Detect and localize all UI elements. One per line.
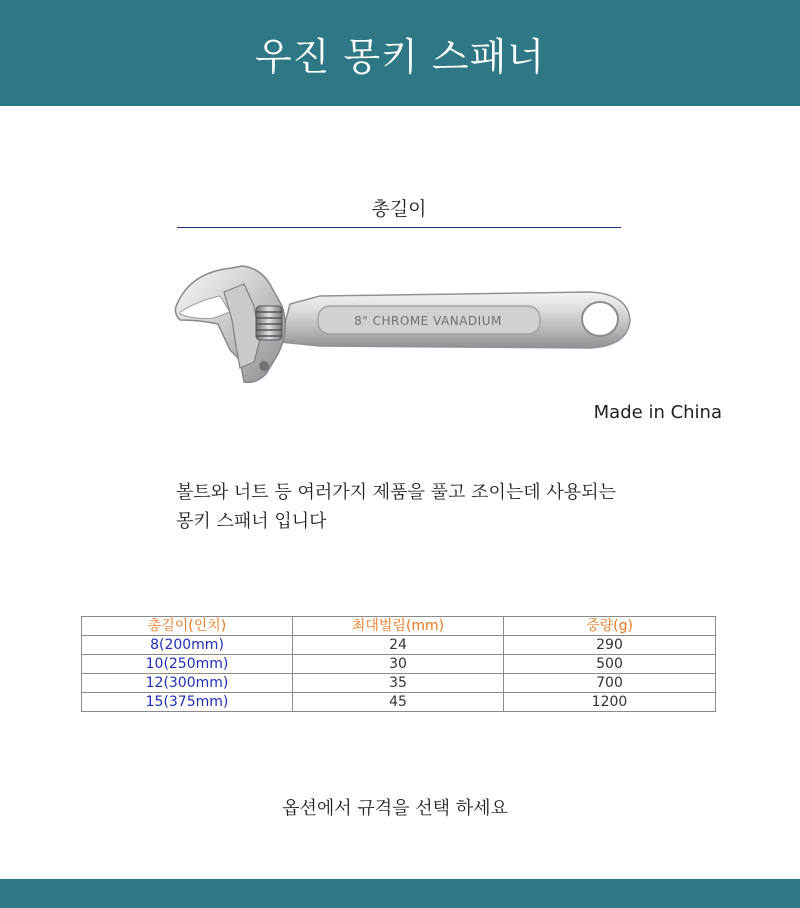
- cell-weight: 290: [504, 636, 716, 655]
- table-row: [82, 636, 716, 655]
- page-footer-bar: [0, 879, 800, 908]
- cell-weight: 500: [504, 655, 716, 674]
- table-header-row: [82, 617, 716, 636]
- table-row: [82, 674, 716, 693]
- description-line: 몽키 스패너 입니다: [176, 511, 327, 532]
- header-length: 총길이(인치): [82, 617, 293, 636]
- origin-label: Made in China: [593, 402, 722, 423]
- cell-weight: 700: [504, 674, 716, 693]
- cell-max-opening: 35: [293, 674, 504, 693]
- cell-length: 12(300mm): [82, 674, 293, 693]
- product-description: [176, 478, 676, 536]
- table-row: [82, 693, 716, 712]
- spec-table: [81, 616, 716, 712]
- cell-length: 10(250mm): [82, 655, 293, 674]
- description-line: 볼트와 너트 등 여러가지 제품을 풀고 조이는데 사용되는: [176, 482, 616, 503]
- option-note: 옵션에서 규격을 선택 하세요: [282, 798, 508, 819]
- cell-max-opening: 45: [293, 693, 504, 712]
- cell-weight: 1200: [504, 693, 716, 712]
- table-row: [82, 655, 716, 674]
- cell-max-opening: 30: [293, 655, 504, 674]
- cell-length: 15(375mm): [82, 693, 293, 712]
- header-weight: 중량(g): [504, 617, 716, 636]
- page-title: 우진 몽키 스패너: [254, 34, 546, 79]
- cell-max-opening: 24: [293, 636, 504, 655]
- page-header: [0, 0, 800, 106]
- header-max-opening: 최대벌림(mm): [293, 617, 504, 636]
- title-divider: [177, 227, 621, 228]
- wrench-image: [170, 262, 635, 386]
- wrench-stamp-text: 8" CHROME VANADIUM: [354, 314, 502, 328]
- section-title: 총길이: [371, 198, 427, 220]
- cell-length: 8(200mm): [82, 636, 293, 655]
